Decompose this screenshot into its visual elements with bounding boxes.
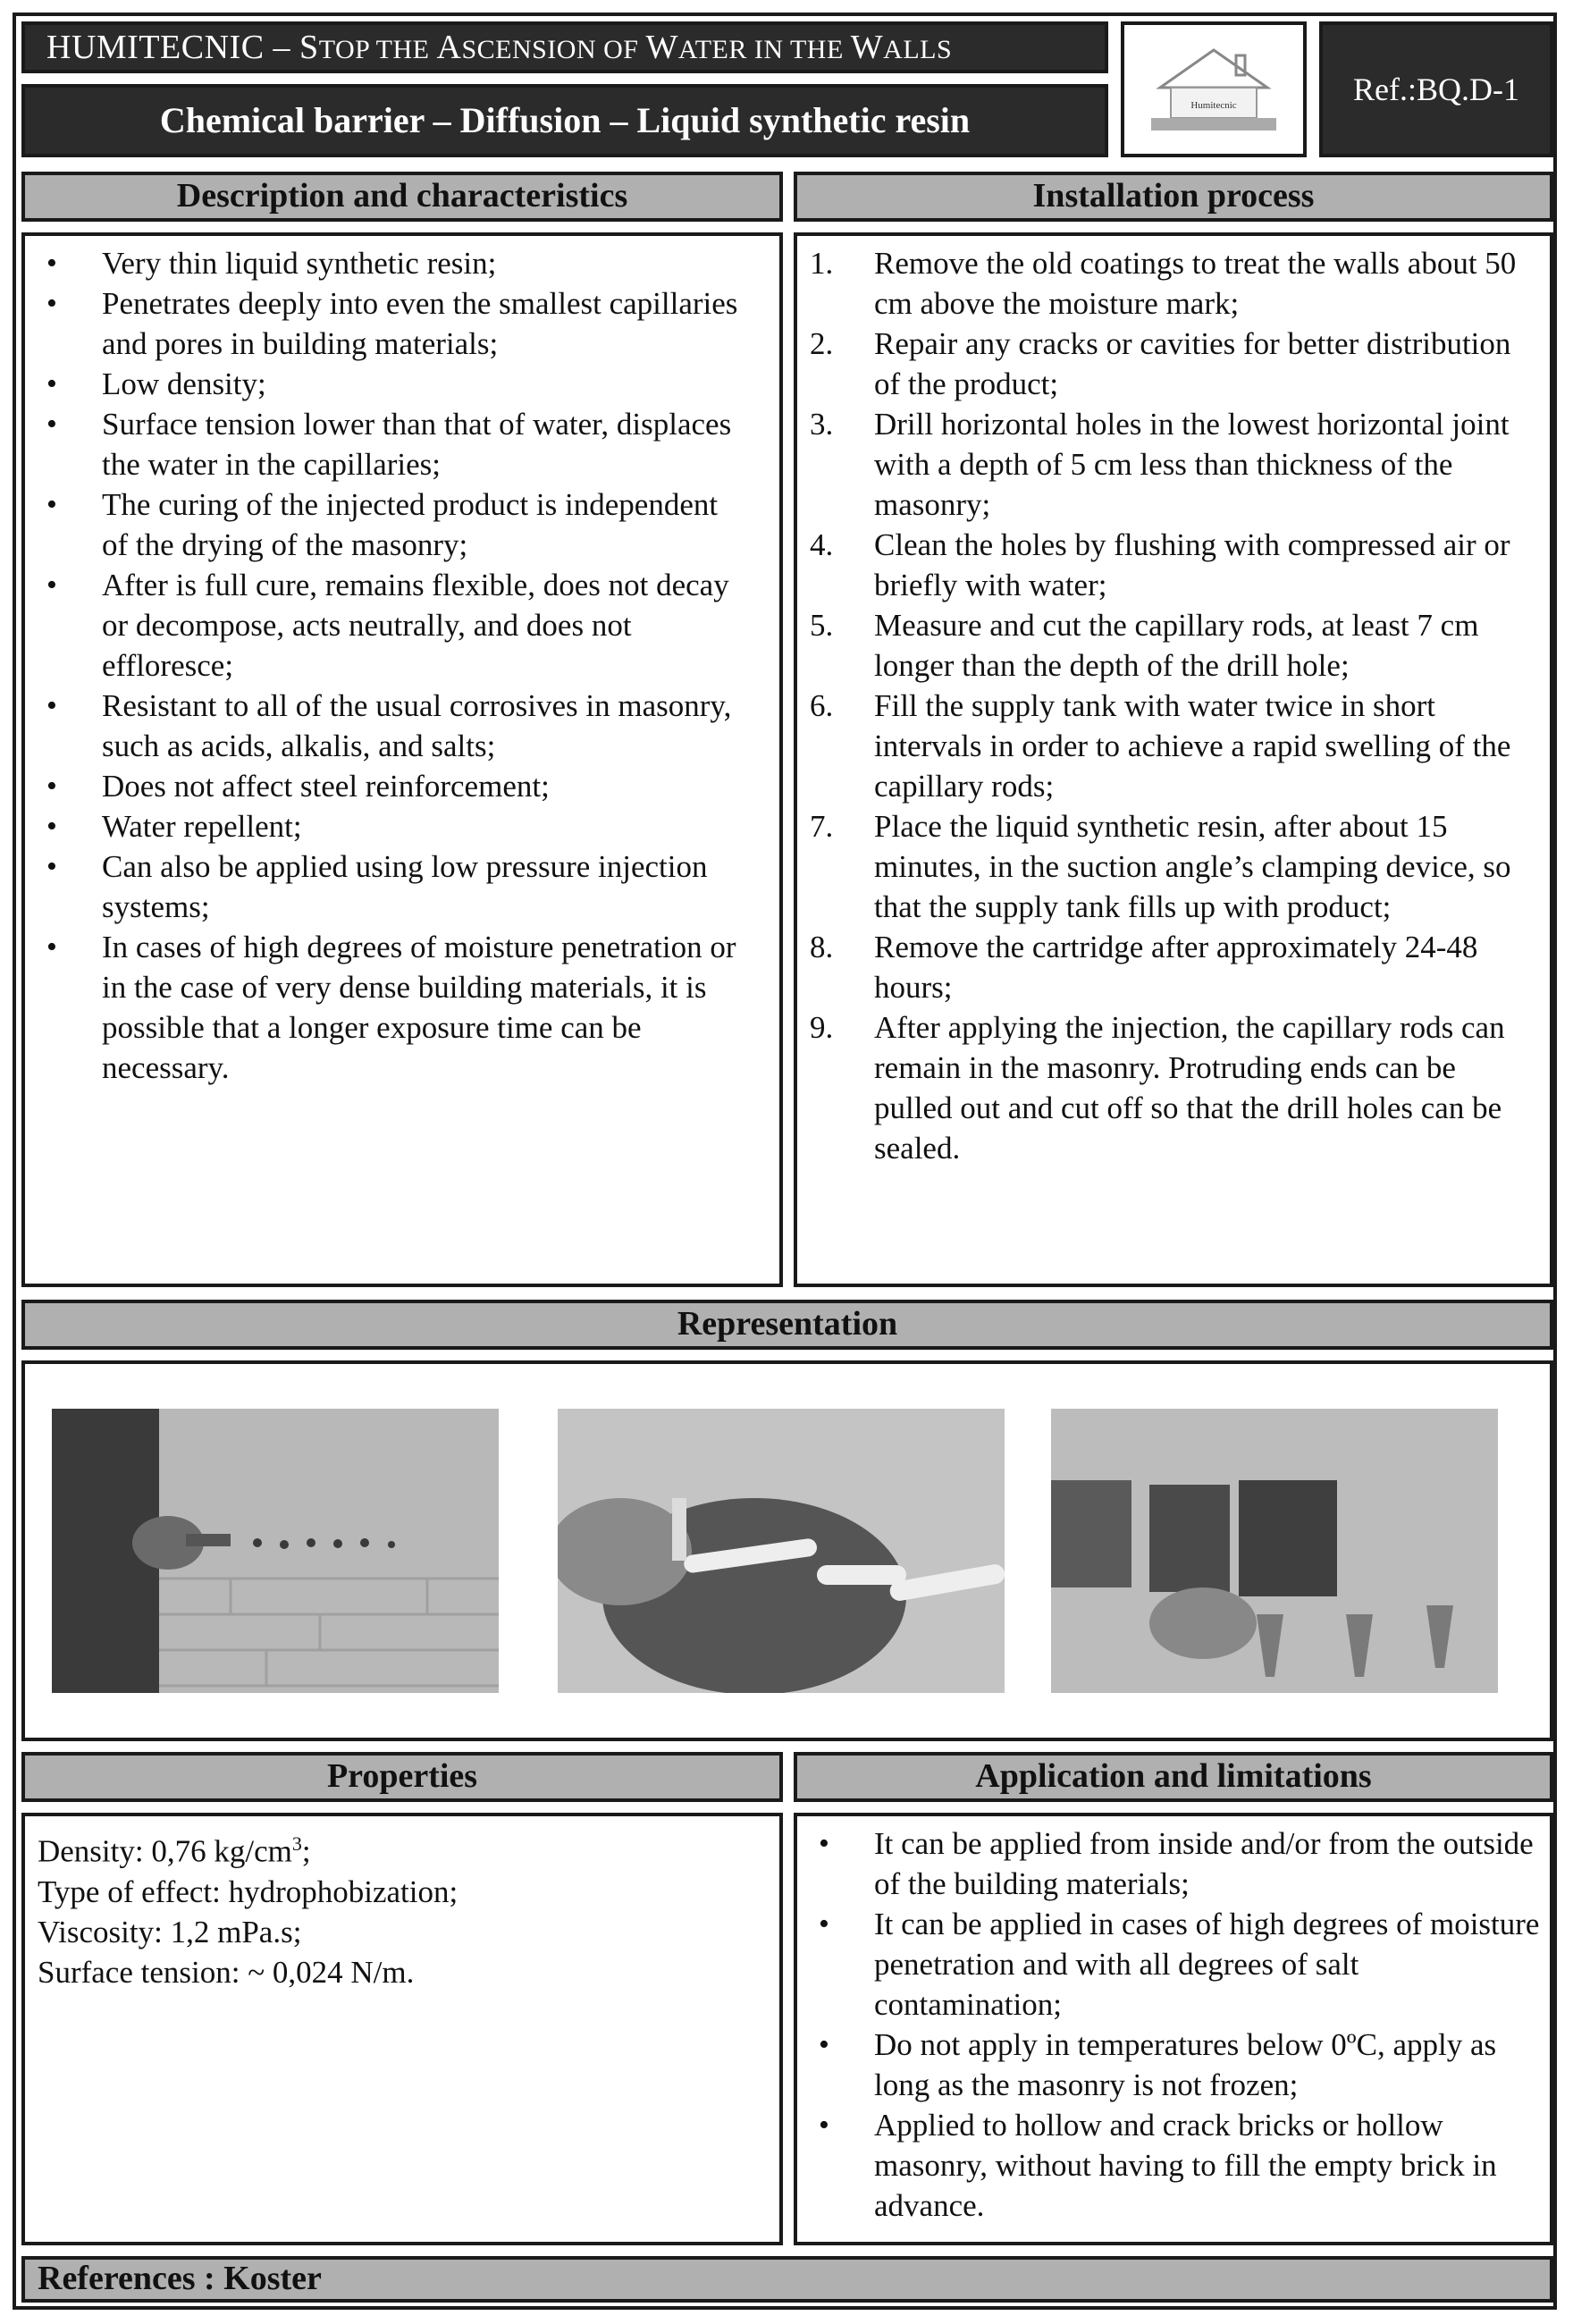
list-item: 4. Clean the holes by flushing with compressed air or briefly with water; — [810, 527, 1510, 602]
description-heading: Description and characteristics — [21, 172, 783, 222]
list-item: • Applied to hollow and crack bricks or hollow masonry, without having to fill the empty brick in advance. — [797, 2105, 1541, 2226]
properties-panel — [21, 1813, 783, 2245]
references-bar: References : Koster — [21, 2256, 1553, 2303]
property-surface-tension: Surface tension: ~ 0,024 N/m. — [38, 1954, 415, 1990]
application-list — [797, 1823, 1541, 2226]
list-item: • Penetrates deeply into even the smallest capillaries and pores in building materials; — [25, 283, 749, 364]
list-item: 9. After applying the injection, the capillary rods can remain in the masonry. Protruding ends can be pulled out and cut off so that the drill holes can be sealed. — [810, 1010, 1505, 1166]
installation-panel — [794, 232, 1553, 1287]
photo-capillary-rods — [558, 1409, 1005, 1693]
list-item: • It can be applied from inside and/or from the outside of the building materials; — [797, 1823, 1541, 1904]
list-item: • Surface tension lower than that of water, displaces the water in the capillaries; — [25, 404, 749, 484]
property-viscosity: Viscosity: 1,2 mPa.s; — [38, 1914, 302, 1949]
list-item: • It can be applied in cases of high degrees of moisture penetration and with all degrees of salt contamination; — [797, 1904, 1541, 2025]
document-subtitle: Chemical barrier – Diffusion – Liquid synthetic resin — [21, 84, 1108, 157]
description-list — [25, 243, 749, 1088]
list-item: • Do not apply in temperatures below 0ºC, apply as long as the masonry is not frozen; — [797, 2025, 1541, 2105]
list-item: 8. Remove the cartridge after approximately 24-48 hours; — [810, 930, 1478, 1005]
photo-drilling — [52, 1409, 499, 1693]
list-item: 6. Fill the supply tank with water twice in short intervals in order to achieve a rapid swelling of the capillary rods; — [810, 688, 1511, 804]
list-item: • Resistant to all of the usual corrosives in masonry, such as acids, alkalis, and salts; — [25, 686, 749, 766]
list-item: • Very thin liquid synthetic resin; — [25, 243, 749, 283]
property-effect: Type of effect: hydrophobization; — [38, 1874, 458, 1909]
description-panel — [21, 232, 783, 1287]
photo-suction-devices — [1051, 1409, 1498, 1693]
list-item: 2. Repair any cracks or cavities for better distribution of the product; — [810, 326, 1511, 401]
application-panel — [794, 1813, 1553, 2245]
list-item: 7. Place the liquid synthetic resin, after about 15 minutes, in the suction angle’s clamping device, so that the supply tank fills up with product; — [810, 809, 1511, 924]
list-item: 5. Measure and cut the capillary rods, at least 7 cm longer than the depth of the drill hole; — [810, 608, 1479, 683]
list-item: • In cases of high degrees of moisture penetration or in the case of very dense building materials, it is possible that a longer exposure time can be necessary. — [25, 927, 749, 1088]
document-title: HUMITECNIC – STOP THE ASCENSION OF WATER IN THE WALLS — [21, 21, 1108, 73]
list-item: 1. Remove the old coatings to treat the walls about 50 cm above the moisture mark; — [810, 246, 1517, 321]
list-item: • Does not affect steel reinforcement; — [25, 766, 749, 806]
list-item: 3. Drill horizontal holes in the lowest horizontal joint with a depth of 5 cm less than thickness of the masonry; — [810, 407, 1510, 522]
logo — [1121, 21, 1307, 157]
properties-heading: Properties — [21, 1752, 783, 1802]
property-density: Density: 0,76 $kg/cm^3$; — [38, 1832, 311, 1869]
logo-text: Humitecnic — [1190, 100, 1237, 111]
installation-heading: Installation process — [794, 172, 1553, 222]
list-item: • Water repellent; — [25, 806, 749, 846]
representation-heading: Representation — [21, 1300, 1553, 1350]
house-logo-icon — [1124, 25, 1303, 154]
installation-steps — [797, 243, 1541, 1168]
list-item: • After is full cure, remains flexible, does not decay or decompose, acts neutrally, and does not effloresce; — [25, 565, 749, 686]
list-item: • Can also be applied using low pressure injection systems; — [25, 846, 749, 927]
reference-code: Ref.:BQ.D-1 — [1319, 21, 1553, 157]
list-item: • The curing of the injected product is independent of the drying of the masonry; — [25, 484, 749, 565]
application-heading: Application and limitations — [794, 1752, 1553, 1802]
list-item: • Low density; — [25, 364, 749, 404]
